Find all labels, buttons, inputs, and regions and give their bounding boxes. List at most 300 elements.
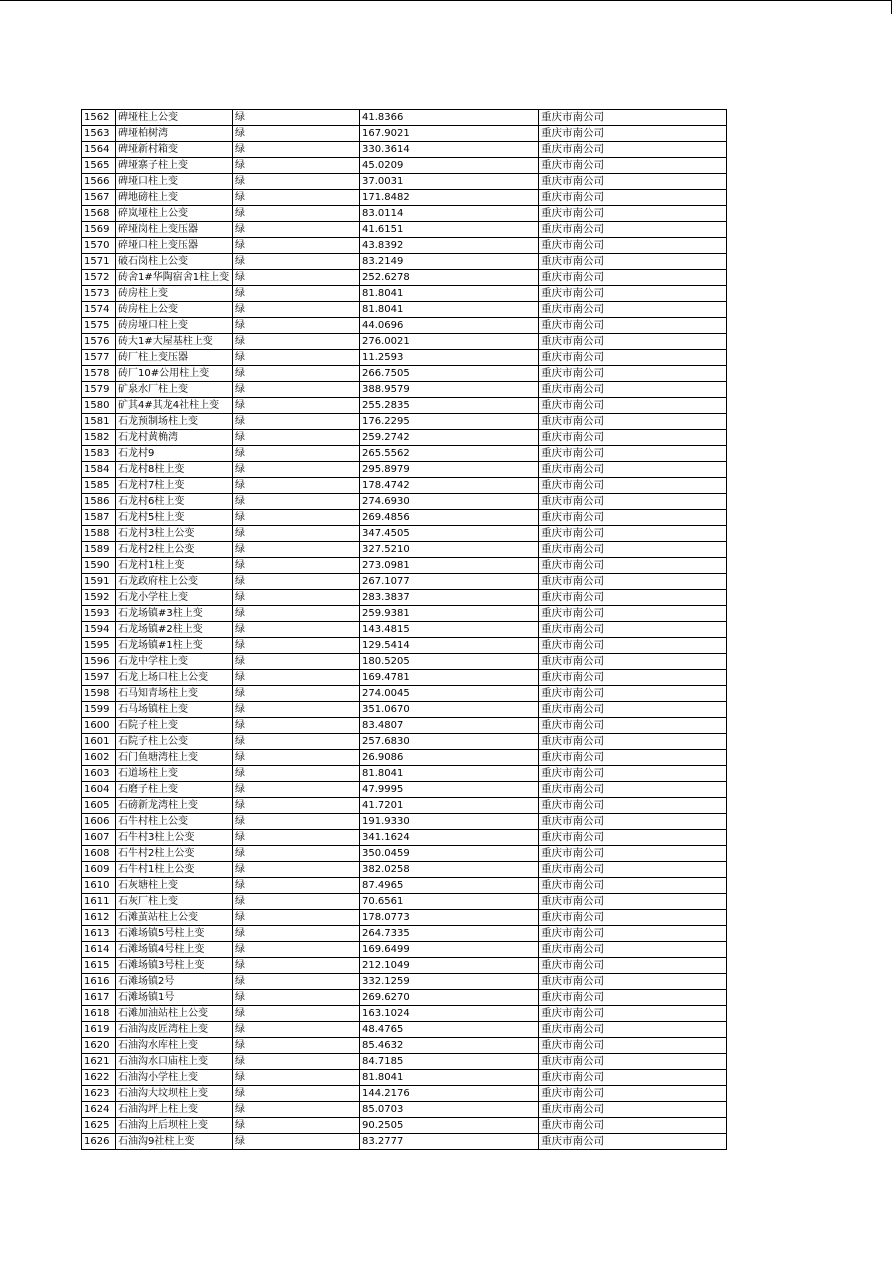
station-name-cell: 石龙村黄桷湾 [116, 430, 233, 446]
table-row [82, 718, 727, 734]
company-cell: 重庆市南公司 [539, 222, 727, 238]
company-cell: 重庆市南公司 [539, 942, 727, 958]
company-cell: 重庆市南公司 [539, 1006, 727, 1022]
company-cell: 重庆市南公司 [539, 254, 727, 270]
value-cell: 26.9086 [360, 750, 539, 766]
company-cell: 重庆市南公司 [539, 766, 727, 782]
value-cell: 11.2593 [360, 350, 539, 366]
level-cell: 绿 [233, 190, 360, 206]
table-row [82, 974, 727, 990]
station-name-cell: 石龙村9 [116, 446, 233, 462]
company-cell: 重庆市南公司 [539, 670, 727, 686]
row-id-cell: 1568 [82, 206, 116, 222]
station-name-cell: 石油沟小学柱上变 [116, 1070, 233, 1086]
row-id-cell: 1616 [82, 974, 116, 990]
table-row [82, 622, 727, 638]
station-name-cell: 石灰塘柱上变 [116, 878, 233, 894]
company-cell: 重庆市南公司 [539, 750, 727, 766]
station-name-cell: 矿泉水厂柱上变 [116, 382, 233, 398]
table-row [82, 862, 727, 878]
level-cell: 绿 [233, 462, 360, 478]
station-name-cell: 石油沟水库柱上变 [116, 1038, 233, 1054]
station-name-cell: 砖大1#大屋基柱上变 [116, 334, 233, 350]
table-row [82, 1006, 727, 1022]
level-cell: 绿 [233, 414, 360, 430]
level-cell: 绿 [233, 670, 360, 686]
row-id-cell: 1600 [82, 718, 116, 734]
value-cell: 176.2295 [360, 414, 539, 430]
company-cell: 重庆市南公司 [539, 974, 727, 990]
company-cell: 重庆市南公司 [539, 686, 727, 702]
row-id-cell: 1593 [82, 606, 116, 622]
station-name-cell: 石牛村柱上公变 [116, 814, 233, 830]
table-row [82, 894, 727, 910]
table-row [82, 542, 727, 558]
level-cell: 绿 [233, 750, 360, 766]
table-row [82, 430, 727, 446]
level-cell: 绿 [233, 318, 360, 334]
level-cell: 绿 [233, 990, 360, 1006]
page-top-border [0, 0, 892, 1]
level-cell: 绿 [233, 142, 360, 158]
table-row [82, 494, 727, 510]
value-cell: 81.8041 [360, 1070, 539, 1086]
row-id-cell: 1570 [82, 238, 116, 254]
station-name-cell: 石龙场镇#1柱上变 [116, 638, 233, 654]
company-cell: 重庆市南公司 [539, 462, 727, 478]
value-cell: 169.6499 [360, 942, 539, 958]
company-cell: 重庆市南公司 [539, 126, 727, 142]
company-cell: 重庆市南公司 [539, 638, 727, 654]
station-name-cell: 砖厂10#公用柱上变 [116, 366, 233, 382]
station-name-cell: 石门鱼塘湾柱上变 [116, 750, 233, 766]
level-cell: 绿 [233, 446, 360, 462]
row-id-cell: 1579 [82, 382, 116, 398]
company-cell: 重庆市南公司 [539, 318, 727, 334]
table-row [82, 1038, 727, 1054]
level-cell: 绿 [233, 510, 360, 526]
table-row [82, 1022, 727, 1038]
table-row [82, 398, 727, 414]
row-id-cell: 1614 [82, 942, 116, 958]
table-row [82, 766, 727, 782]
value-cell: 178.0773 [360, 910, 539, 926]
station-name-cell: 石油沟坪上柱上变 [116, 1102, 233, 1118]
row-id-cell: 1617 [82, 990, 116, 1006]
value-cell: 252.6278 [360, 270, 539, 286]
station-name-cell: 石油沟大坟坝柱上变 [116, 1086, 233, 1102]
company-cell: 重庆市南公司 [539, 1022, 727, 1038]
table-row [82, 302, 727, 318]
station-name-cell: 石龙村6柱上变 [116, 494, 233, 510]
level-cell: 绿 [233, 558, 360, 574]
row-id-cell: 1602 [82, 750, 116, 766]
station-name-cell: 石滩场镇5号柱上变 [116, 926, 233, 942]
table-row [82, 686, 727, 702]
station-name-cell: 石牛村3柱上公变 [116, 830, 233, 846]
station-name-cell: 石马知青场柱上变 [116, 686, 233, 702]
company-cell: 重庆市南公司 [539, 478, 727, 494]
level-cell: 绿 [233, 942, 360, 958]
row-id-cell: 1599 [82, 702, 116, 718]
row-id-cell: 1610 [82, 878, 116, 894]
company-cell: 重庆市南公司 [539, 814, 727, 830]
company-cell: 重庆市南公司 [539, 734, 727, 750]
value-cell: 41.7201 [360, 798, 539, 814]
row-id-cell: 1588 [82, 526, 116, 542]
table-row [82, 526, 727, 542]
row-id-cell: 1573 [82, 286, 116, 302]
value-cell: 85.4632 [360, 1038, 539, 1054]
level-cell: 绿 [233, 158, 360, 174]
row-id-cell: 1623 [82, 1086, 116, 1102]
level-cell: 绿 [233, 1134, 360, 1150]
table-row [82, 846, 727, 862]
level-cell: 绿 [233, 238, 360, 254]
company-cell: 重庆市南公司 [539, 110, 727, 126]
row-id-cell: 1594 [82, 622, 116, 638]
company-cell: 重庆市南公司 [539, 158, 727, 174]
value-cell: 255.2835 [360, 398, 539, 414]
table-row [82, 926, 727, 942]
value-cell: 167.9021 [360, 126, 539, 142]
value-cell: 191.9330 [360, 814, 539, 830]
table-row [82, 158, 727, 174]
row-id-cell: 1619 [82, 1022, 116, 1038]
value-cell: 90.2505 [360, 1118, 539, 1134]
level-cell: 绿 [233, 526, 360, 542]
level-cell: 绿 [233, 926, 360, 942]
row-id-cell: 1575 [82, 318, 116, 334]
row-id-cell: 1595 [82, 638, 116, 654]
station-name-cell: 石滩茧站柱上公变 [116, 910, 233, 926]
table-row [82, 1102, 727, 1118]
station-name-cell: 砖房柱上公变 [116, 302, 233, 318]
station-name-cell: 碑垭寨子柱上变 [116, 158, 233, 174]
level-cell: 绿 [233, 1038, 360, 1054]
value-cell: 259.2742 [360, 430, 539, 446]
company-cell: 重庆市南公司 [539, 622, 727, 638]
table-row [82, 574, 727, 590]
row-id-cell: 1577 [82, 350, 116, 366]
table-row [82, 366, 727, 382]
station-name-cell: 石龙场镇#3柱上变 [116, 606, 233, 622]
table-row [82, 1134, 727, 1150]
value-cell: 274.0045 [360, 686, 539, 702]
table-row [82, 798, 727, 814]
company-cell: 重庆市南公司 [539, 1102, 727, 1118]
level-cell: 绿 [233, 686, 360, 702]
company-cell: 重庆市南公司 [539, 382, 727, 398]
table-row [82, 702, 727, 718]
value-cell: 83.0114 [360, 206, 539, 222]
station-name-cell: 碎垭口柱上变压器 [116, 238, 233, 254]
company-cell: 重庆市南公司 [539, 1070, 727, 1086]
level-cell: 绿 [233, 542, 360, 558]
station-name-cell: 石滩场镇3号柱上变 [116, 958, 233, 974]
company-cell: 重庆市南公司 [539, 654, 727, 670]
value-cell: 178.4742 [360, 478, 539, 494]
level-cell: 绿 [233, 366, 360, 382]
level-cell: 绿 [233, 654, 360, 670]
level-cell: 绿 [233, 206, 360, 222]
table-row [82, 1118, 727, 1134]
value-cell: 81.8041 [360, 286, 539, 302]
station-name-cell: 石滩场镇2号 [116, 974, 233, 990]
company-cell: 重庆市南公司 [539, 1054, 727, 1070]
value-cell: 81.8041 [360, 302, 539, 318]
table-row [82, 382, 727, 398]
row-id-cell: 1563 [82, 126, 116, 142]
level-cell: 绿 [233, 174, 360, 190]
station-name-cell: 石龙村8柱上变 [116, 462, 233, 478]
company-cell: 重庆市南公司 [539, 286, 727, 302]
station-name-cell: 砖厂柱上变压器 [116, 350, 233, 366]
level-cell: 绿 [233, 126, 360, 142]
row-id-cell: 1618 [82, 1006, 116, 1022]
value-cell: 84.7185 [360, 1054, 539, 1070]
level-cell: 绿 [233, 878, 360, 894]
value-cell: 47.9995 [360, 782, 539, 798]
level-cell: 绿 [233, 222, 360, 238]
level-cell: 绿 [233, 1118, 360, 1134]
level-cell: 绿 [233, 1070, 360, 1086]
table-body [82, 110, 727, 1150]
station-name-cell: 石龙场镇#2柱上变 [116, 622, 233, 638]
level-cell: 绿 [233, 606, 360, 622]
value-cell: 382.0258 [360, 862, 539, 878]
value-cell: 269.6270 [360, 990, 539, 1006]
row-id-cell: 1608 [82, 846, 116, 862]
table-row [82, 334, 727, 350]
level-cell: 绿 [233, 702, 360, 718]
table-row [82, 318, 727, 334]
row-id-cell: 1574 [82, 302, 116, 318]
company-cell: 重庆市南公司 [539, 542, 727, 558]
table-row [82, 510, 727, 526]
table-row [82, 110, 727, 126]
table-row [82, 350, 727, 366]
level-cell: 绿 [233, 478, 360, 494]
company-cell: 重庆市南公司 [539, 910, 727, 926]
value-cell: 83.2777 [360, 1134, 539, 1150]
station-name-cell: 石油沟上后坝柱上变 [116, 1118, 233, 1134]
value-cell: 295.8979 [360, 462, 539, 478]
row-id-cell: 1626 [82, 1134, 116, 1150]
value-cell: 169.4781 [360, 670, 539, 686]
table-row [82, 190, 727, 206]
station-name-cell: 破石岗柱上公变 [116, 254, 233, 270]
station-name-cell: 石滩场镇1号 [116, 990, 233, 1006]
row-id-cell: 1589 [82, 542, 116, 558]
level-cell: 绿 [233, 958, 360, 974]
company-cell: 重庆市南公司 [539, 398, 727, 414]
row-id-cell: 1578 [82, 366, 116, 382]
value-cell: 143.4815 [360, 622, 539, 638]
company-cell: 重庆市南公司 [539, 798, 727, 814]
table-row [82, 670, 727, 686]
company-cell: 重庆市南公司 [539, 350, 727, 366]
station-name-cell: 石油沟皮匠湾柱上变 [116, 1022, 233, 1038]
station-name-cell: 石龙预制场柱上变 [116, 414, 233, 430]
company-cell: 重庆市南公司 [539, 1134, 727, 1150]
table-row [82, 942, 727, 958]
station-name-cell: 砖舍1#华陶宿舍1柱上变 [116, 270, 233, 286]
table-row [82, 910, 727, 926]
station-name-cell: 石灰厂柱上变 [116, 894, 233, 910]
row-id-cell: 1582 [82, 430, 116, 446]
row-id-cell: 1603 [82, 766, 116, 782]
level-cell: 绿 [233, 270, 360, 286]
value-cell: 70.6561 [360, 894, 539, 910]
value-cell: 276.0021 [360, 334, 539, 350]
table-row [82, 782, 727, 798]
row-id-cell: 1565 [82, 158, 116, 174]
station-name-cell: 石油沟9社柱上变 [116, 1134, 233, 1150]
station-name-cell: 石龙上场口柱上公变 [116, 670, 233, 686]
value-cell: 129.5414 [360, 638, 539, 654]
company-cell: 重庆市南公司 [539, 270, 727, 286]
level-cell: 绿 [233, 1086, 360, 1102]
table-row [82, 446, 727, 462]
company-cell: 重庆市南公司 [539, 878, 727, 894]
station-name-cell: 砖房柱上变 [116, 286, 233, 302]
company-cell: 重庆市南公司 [539, 862, 727, 878]
station-name-cell: 石牛村1柱上公变 [116, 862, 233, 878]
row-id-cell: 1625 [82, 1118, 116, 1134]
level-cell: 绿 [233, 1006, 360, 1022]
level-cell: 绿 [233, 638, 360, 654]
station-name-cell: 石院子柱上变 [116, 718, 233, 734]
value-cell: 81.8041 [360, 766, 539, 782]
level-cell: 绿 [233, 974, 360, 990]
value-cell: 269.4856 [360, 510, 539, 526]
value-cell: 48.4765 [360, 1022, 539, 1038]
company-cell: 重庆市南公司 [539, 446, 727, 462]
row-id-cell: 1622 [82, 1070, 116, 1086]
station-name-cell: 碑垭新村箱变 [116, 142, 233, 158]
station-name-cell: 石马场镇柱上变 [116, 702, 233, 718]
row-id-cell: 1562 [82, 110, 116, 126]
company-cell: 重庆市南公司 [539, 430, 727, 446]
row-id-cell: 1609 [82, 862, 116, 878]
station-name-cell: 碑垭柱上公变 [116, 110, 233, 126]
row-id-cell: 1584 [82, 462, 116, 478]
company-cell: 重庆市南公司 [539, 846, 727, 862]
row-id-cell: 1604 [82, 782, 116, 798]
row-id-cell: 1587 [82, 510, 116, 526]
table-row [82, 174, 727, 190]
value-cell: 332.1259 [360, 974, 539, 990]
company-cell: 重庆市南公司 [539, 782, 727, 798]
value-cell: 266.7505 [360, 366, 539, 382]
company-cell: 重庆市南公司 [539, 510, 727, 526]
level-cell: 绿 [233, 590, 360, 606]
table-row [82, 606, 727, 622]
station-name-cell: 石院子柱上公变 [116, 734, 233, 750]
value-cell: 273.0981 [360, 558, 539, 574]
row-id-cell: 1621 [82, 1054, 116, 1070]
company-cell: 重庆市南公司 [539, 1118, 727, 1134]
value-cell: 388.9579 [360, 382, 539, 398]
value-cell: 265.5562 [360, 446, 539, 462]
station-name-cell: 石磅新龙湾柱上变 [116, 798, 233, 814]
level-cell: 绿 [233, 782, 360, 798]
station-name-cell: 石牛村2柱上公变 [116, 846, 233, 862]
level-cell: 绿 [233, 718, 360, 734]
station-name-cell: 石龙小学柱上变 [116, 590, 233, 606]
station-name-cell: 石磨子柱上变 [116, 782, 233, 798]
company-cell: 重庆市南公司 [539, 1038, 727, 1054]
level-cell: 绿 [233, 862, 360, 878]
row-id-cell: 1572 [82, 270, 116, 286]
row-id-cell: 1586 [82, 494, 116, 510]
station-name-cell: 砖房垭口柱上变 [116, 318, 233, 334]
company-cell: 重庆市南公司 [539, 302, 727, 318]
level-cell: 绿 [233, 286, 360, 302]
company-cell: 重庆市南公司 [539, 1086, 727, 1102]
company-cell: 重庆市南公司 [539, 366, 727, 382]
station-name-cell: 碑地磅柱上变 [116, 190, 233, 206]
row-id-cell: 1624 [82, 1102, 116, 1118]
value-cell: 37.0031 [360, 174, 539, 190]
company-cell: 重庆市南公司 [539, 190, 727, 206]
company-cell: 重庆市南公司 [539, 990, 727, 1006]
company-cell: 重庆市南公司 [539, 142, 727, 158]
station-name-cell: 碎垭岗柱上变压器 [116, 222, 233, 238]
value-cell: 283.3837 [360, 590, 539, 606]
row-id-cell: 1583 [82, 446, 116, 462]
station-name-cell: 碑垭柏树湾 [116, 126, 233, 142]
value-cell: 83.2149 [360, 254, 539, 270]
level-cell: 绿 [233, 766, 360, 782]
table-row [82, 270, 727, 286]
row-id-cell: 1569 [82, 222, 116, 238]
table-row [82, 1054, 727, 1070]
value-cell: 87.4965 [360, 878, 539, 894]
level-cell: 绿 [233, 430, 360, 446]
row-id-cell: 1576 [82, 334, 116, 350]
row-id-cell: 1612 [82, 910, 116, 926]
value-cell: 327.5210 [360, 542, 539, 558]
table-row [82, 222, 727, 238]
station-name-cell: 矿其4#其龙4社柱上变 [116, 398, 233, 414]
value-cell: 274.6930 [360, 494, 539, 510]
table-row [82, 590, 727, 606]
table-row [82, 750, 727, 766]
company-cell: 重庆市南公司 [539, 414, 727, 430]
station-name-cell: 石道场柱上变 [116, 766, 233, 782]
level-cell: 绿 [233, 814, 360, 830]
row-id-cell: 1566 [82, 174, 116, 190]
value-cell: 264.7335 [360, 926, 539, 942]
company-cell: 重庆市南公司 [539, 174, 727, 190]
company-cell: 重庆市南公司 [539, 574, 727, 590]
row-id-cell: 1606 [82, 814, 116, 830]
value-cell: 212.1049 [360, 958, 539, 974]
company-cell: 重庆市南公司 [539, 606, 727, 622]
company-cell: 重庆市南公司 [539, 702, 727, 718]
value-cell: 85.0703 [360, 1102, 539, 1118]
level-cell: 绿 [233, 334, 360, 350]
row-id-cell: 1581 [82, 414, 116, 430]
station-name-cell: 石龙村7柱上变 [116, 478, 233, 494]
row-id-cell: 1596 [82, 654, 116, 670]
station-name-cell: 碎岚垭柱上公变 [116, 206, 233, 222]
value-cell: 257.6830 [360, 734, 539, 750]
value-cell: 341.1624 [360, 830, 539, 846]
table-row [82, 654, 727, 670]
